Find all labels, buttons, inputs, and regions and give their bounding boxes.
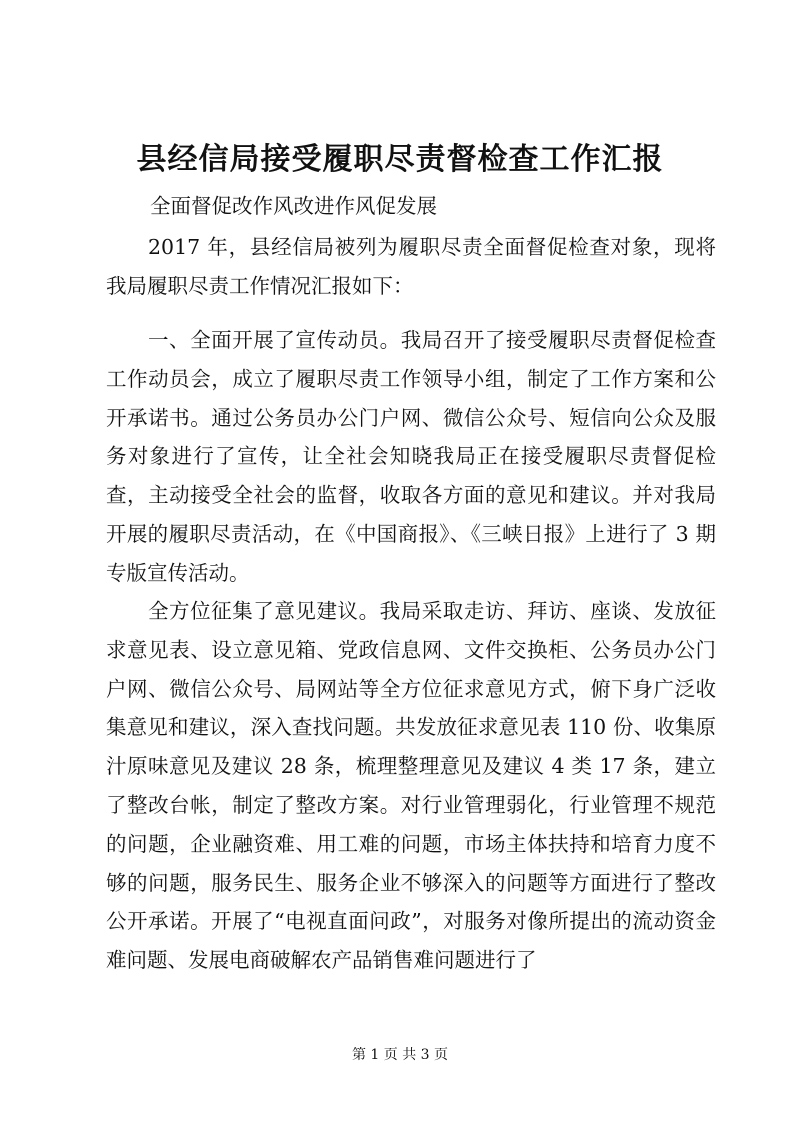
page-number-footer: 第 1 页 共 3 页	[351, 1047, 449, 1063]
paragraph-opinions: 全方位征集了意见建议。我局采取走访、拜访、座谈、发放征求意见表、设立意见箱、党政信息网、文件交换柜、公务员办公门户网、微信公众号、局网站等全方位征求意见方式，俯下身广泛收集意见和建议，深入查找问题。共发放征求意见表 110 份、收集原汁原味意见及建议 28 条，梳理整理意见及建议 4 类 17 条，建立了整改台帐，制定了整改方案。对行业管理弱化，行业管理不规范的问题，企业融资难、用工难的问题，市场主体扶持和培育力度不够的问题，服务民生、服务企业不够深入的问题等方面进行了整改公开承诺。开展了“电视直面问政”，对服务对像所提出的流动资金难问题、发展电商破解农产品销售难问题进行了	[106, 599, 716, 973]
document-subtitle: 全面督促改作风改进作风促发展	[150, 194, 437, 218]
document-title: 县经信局接受履职尽责督检查工作汇报	[136, 142, 664, 177]
paragraph-intro: 2017 年，县经信局被列为履职尽责全面督促检查对象，现将我局履职尽责工作情况汇报如下：	[106, 235, 716, 298]
paragraph-publicity: 一、全面开展了宣传动员。我局召开了接受履职尽责督促检查工作动员会，成立了履职尽责工作领导小组，制定了工作方案和公开承诺书。通过公务员办公门户网、微信公众号、短信向公众及服务对象进行了宣传，让全社会知晓我局正在接受履职尽责督促检查，主动接受全社会的监督，收取各方面的意见和建议。并对我局开展的履职尽责活动，在《中国商报》、《三峡日报》上进行了 3 期专版宣传活动。	[106, 328, 716, 585]
